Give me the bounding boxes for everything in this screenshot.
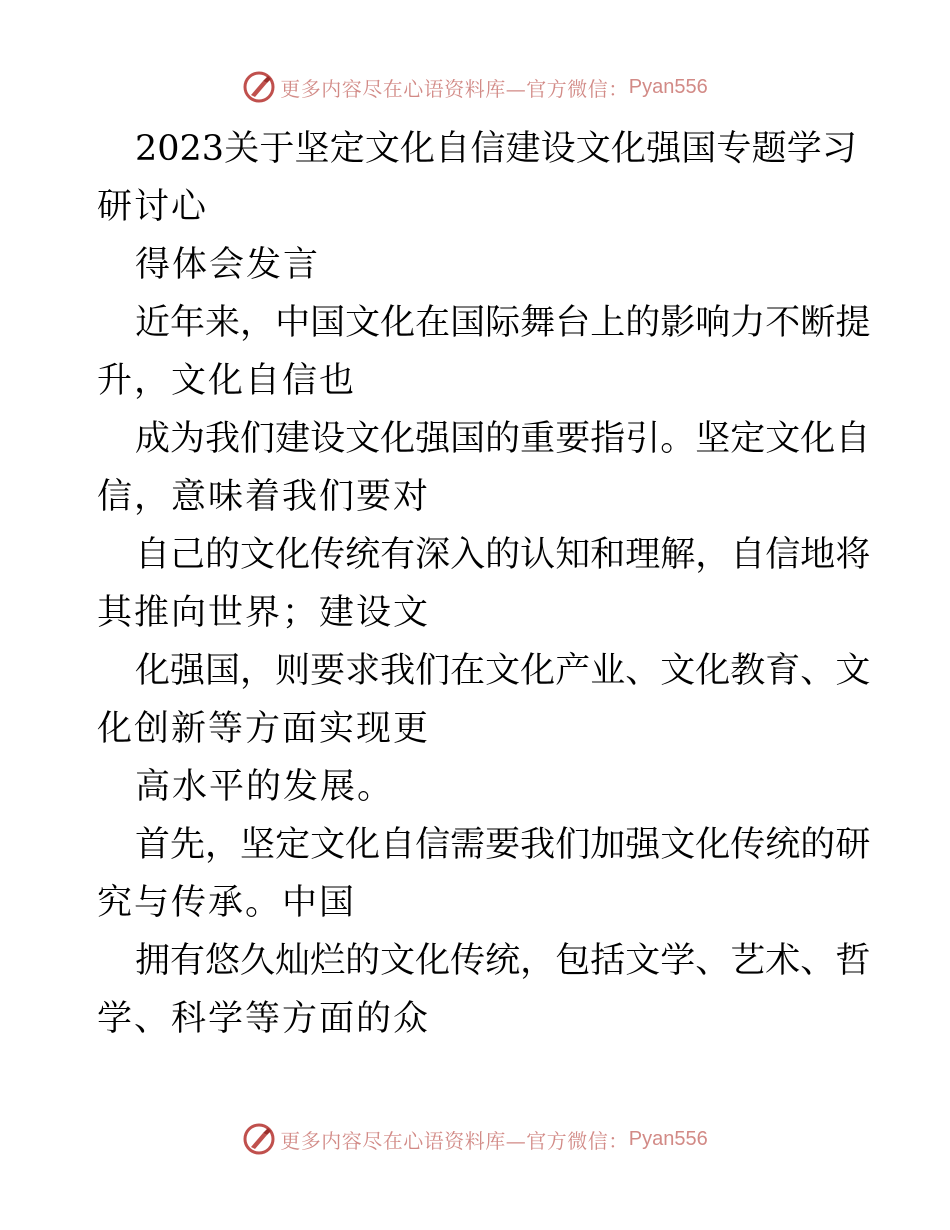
- paragraph-line: 信，意味着我们要对: [97, 477, 431, 517]
- paragraph-line: 拥 有 悠 久 灿 烂 的 文 化 传 统 ， 包 括 文 学 、 艺 术 、 哲: [135, 941, 871, 981]
- document-body: [97, 120, 871, 1048]
- paragraph-line: 成 为 我 们 建 设 文 化 强 国 的 重 要 指 引 。 坚 定 文 化 自: [135, 419, 871, 459]
- paragraph-line: 近 年 来 ， 中 国 文 化 在 国 际 舞 台 上 的 影 响 力 不 断 提: [135, 303, 871, 343]
- title-line-2: 研讨心: [97, 187, 209, 227]
- watermark-text: 更多内容尽在心语资料库—官方微信：: [280, 1128, 629, 1153]
- watermark-wechat-id: Pyan556: [628, 1127, 708, 1150]
- pen-nib-logo-icon: [242, 1122, 276, 1156]
- paragraph-line: 高水平的发展。: [135, 767, 395, 807]
- paragraph-line: 自 己 的 文 化 传 统 有 深 入 的 认 知 和 理 解 ， 自 信 地 将: [135, 535, 871, 575]
- pen-nib-logo-icon: [242, 70, 276, 104]
- title-line-3: 得体会发言: [135, 245, 321, 285]
- watermark-text: 更多内容尽在心语资料库—官方微信：: [280, 76, 629, 101]
- paragraph-line: 升，文化自信也: [97, 361, 357, 401]
- paragraph-line: 学、科学等方面的众: [97, 999, 431, 1039]
- paragraph-line: 化创新等方面实现更: [97, 709, 431, 749]
- paragraph-line: 首 先 ， 坚 定 文 化 自 信 需 要 我 们 加 强 文 化 传 统 的 研: [135, 825, 871, 865]
- watermark-wechat-id: Pyan556: [628, 75, 708, 98]
- paragraph-line: 究与传承。中国: [97, 883, 357, 923]
- footer-watermark: [0, 1122, 950, 1156]
- title-line-1: 2023 关 于 坚 定 文 化 自 信 建 设 文 化 强 国 专 题 学 习: [135, 129, 857, 169]
- paragraph-line: 化 强 国 ， 则 要 求 我 们 在 文 化 产 业 、 文 化 教 育 、 文: [135, 651, 871, 691]
- paragraph-line: 其推向世界；建设文: [97, 593, 431, 633]
- header-watermark: [0, 70, 950, 104]
